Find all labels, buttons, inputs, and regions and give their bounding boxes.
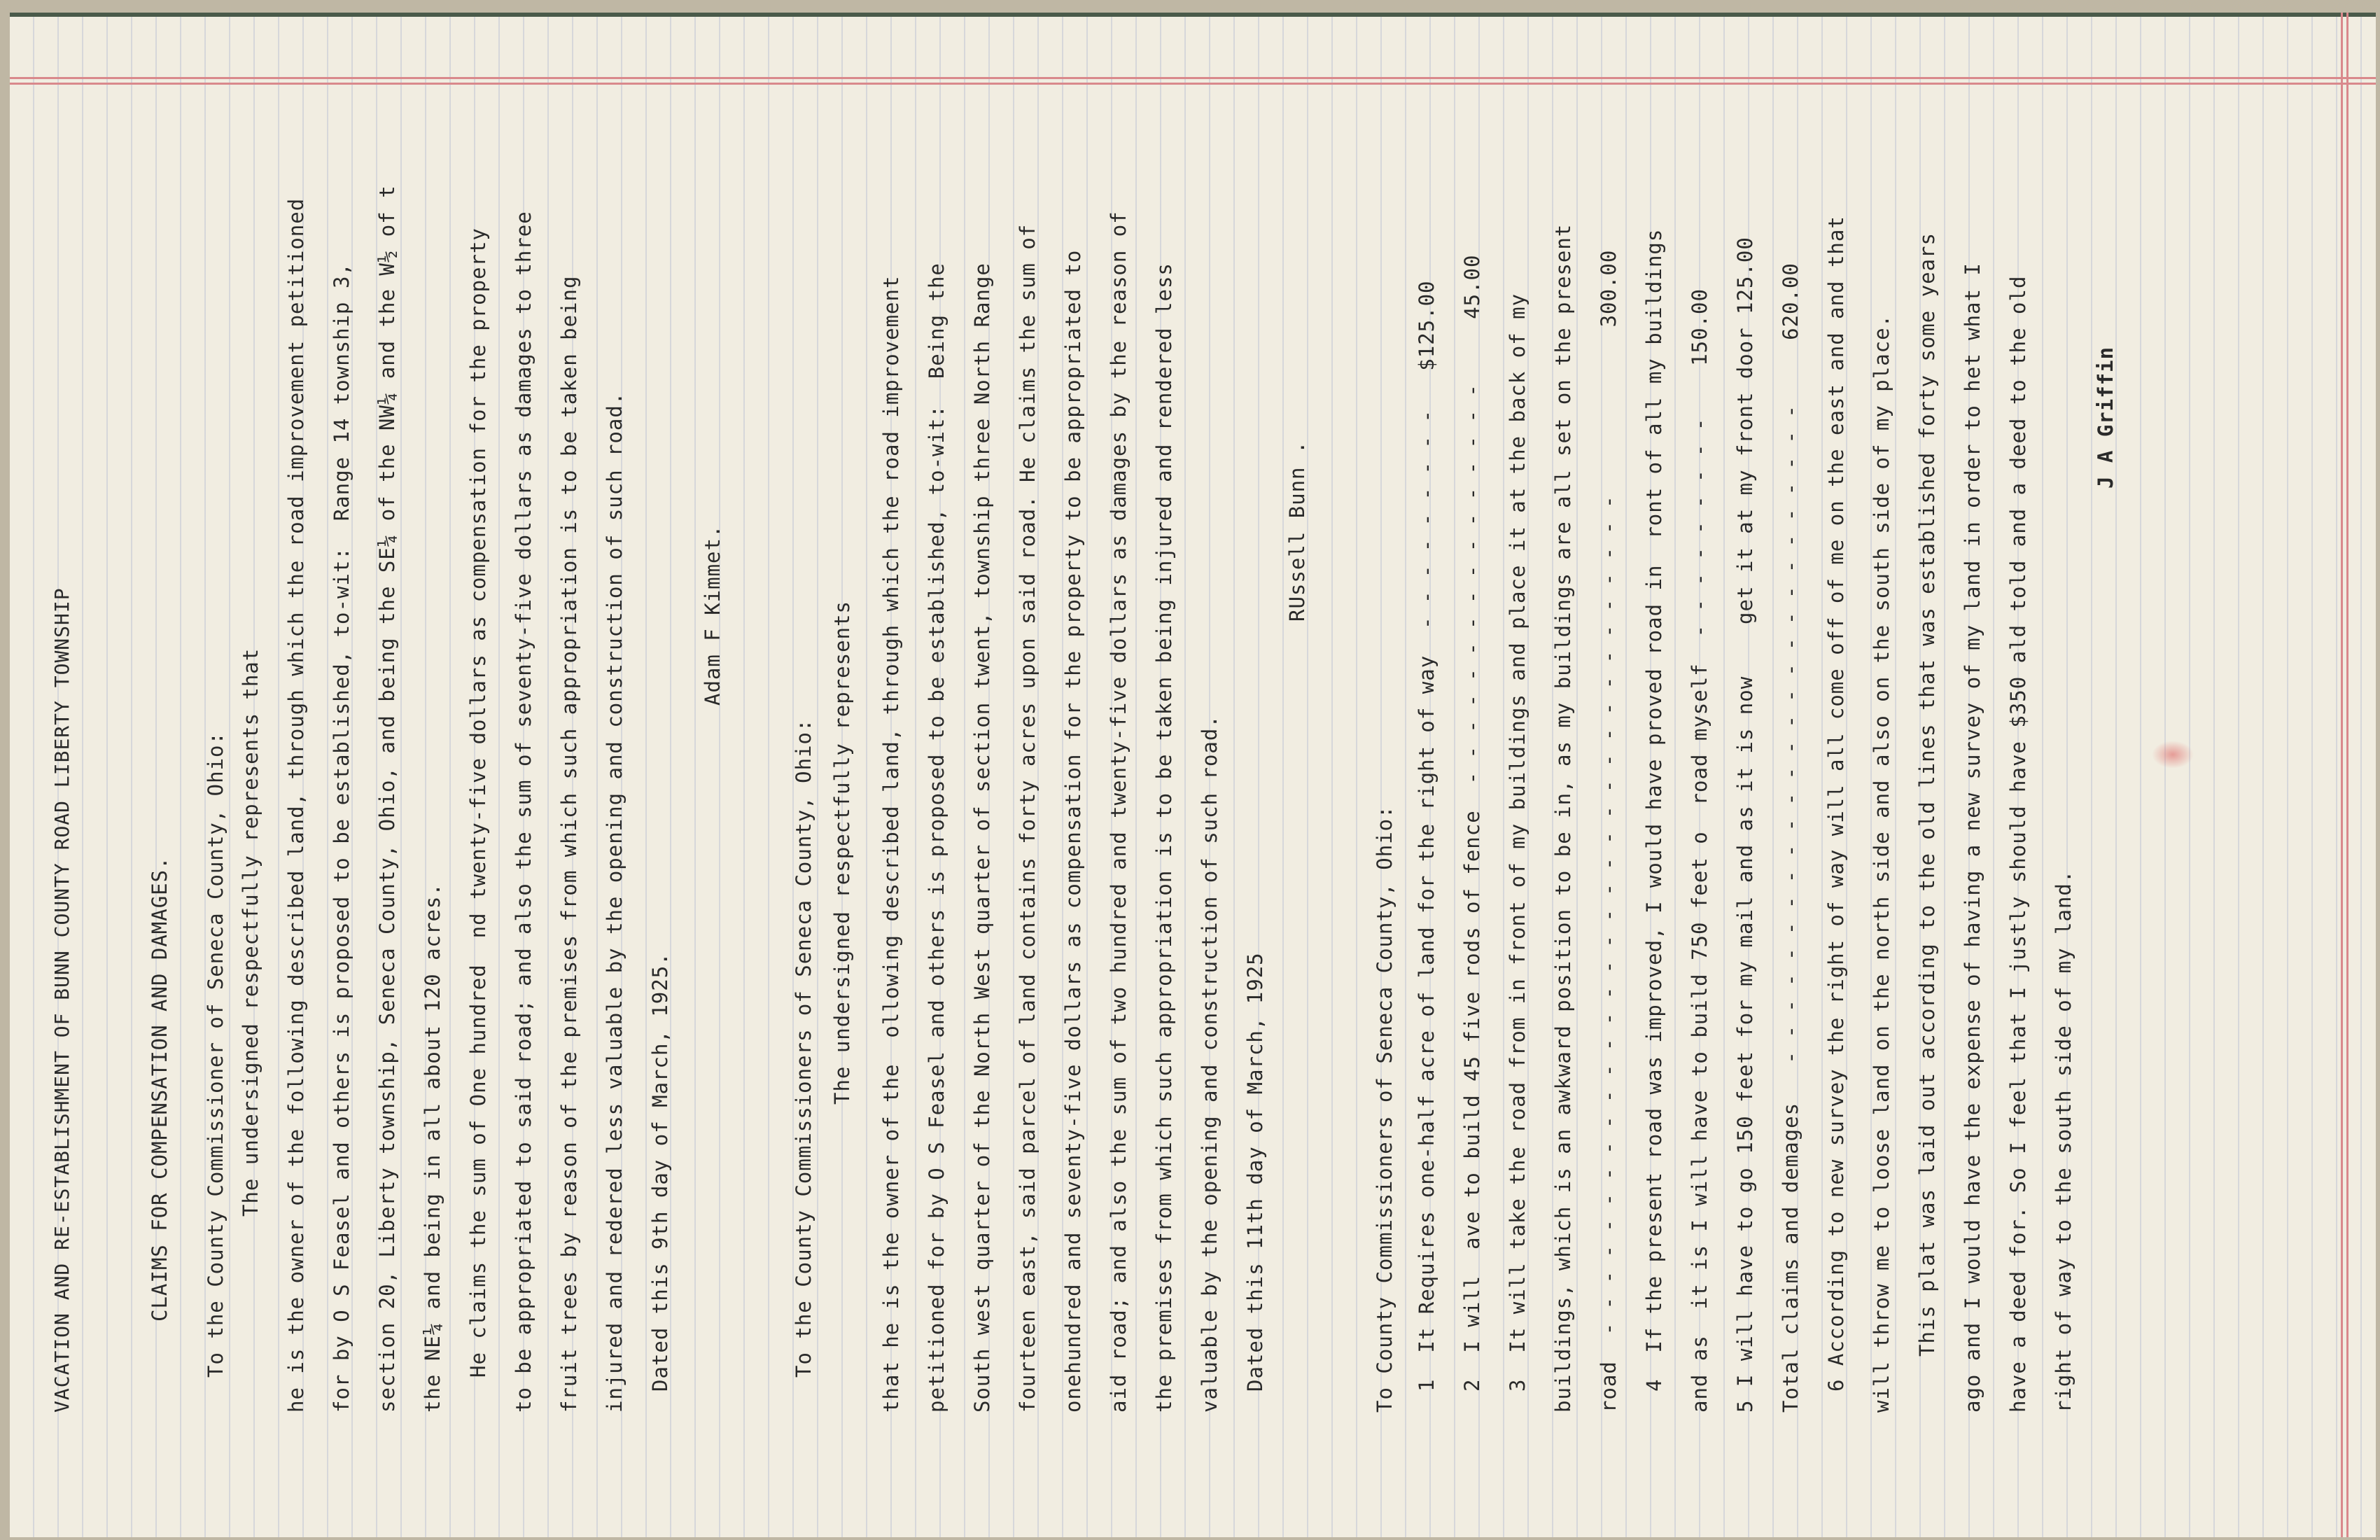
claim3-line: road - - - - - - - - - - - - - - - - - - - - - - - - - - - - - - - - - 300.00 [1597, 249, 1620, 1413]
claim3-line: 6 According to new survey the right of way will all come off of me on the east and and that [1824, 216, 1848, 1392]
margin-rule-right [2341, 13, 2343, 1537]
claim2-signature: RUssell Bunn . [1285, 440, 1309, 622]
claim1-line: the NE¼ and being in all about 120 acres. [421, 883, 444, 1413]
claim3-line: 5 I will have to go 150 feet for my mail and as it is now get it at my front door 125.00 [1733, 237, 1757, 1413]
claim1-line: injured and redered less valuable by the opening and construction of such road. [603, 391, 626, 1413]
claims-heading: CLAIMS FOR COMPENSATION AND DAMAGES. [148, 856, 172, 1322]
claim1-line: he is the owner of the following described land, through which the road improvement petitioned [284, 197, 308, 1413]
claim1-line: To the County Commissioner of Seneca County, Ohio: [204, 732, 227, 1378]
claim2-line: the premises from which such appropriation is to be taken being injured and rendered less [1152, 262, 1176, 1413]
claim2-line: Dated this 11th day of March, 1925 [1243, 952, 1267, 1392]
claim3-line: buildings, which is an awkward position to be in, as my buildings are all set on the present [1551, 223, 1575, 1413]
claim1-line: fruit trees by reason of the premises from which such appropriation is to be taken being [557, 275, 581, 1413]
claim1-line: to be appropriated to said road; and also the sum of seventy-five dollars as damages to three [512, 211, 536, 1413]
claim2-line: aid road; and also the sum of two hundred and twenty-five dollars as damages by the reason of [1107, 211, 1130, 1413]
document-page [10, 13, 2376, 1537]
claim2-line: valuable by the opening and construction of such road. [1198, 715, 1222, 1413]
claim1-line: The undersigned respectfully represents that [239, 648, 262, 1217]
claim3-line: have a deed for. So I feel that I justly should have $350 ald told and a deed to the old [2006, 275, 2030, 1413]
claim2-line: onehundred and seventy-five dollars as compensation for the property to be appropriated to [1061, 249, 1085, 1413]
claim3-line: 4 If the present road was improved, I would have proved road in ront of all my buildings [1642, 228, 1666, 1392]
claim3-line: and as it is I will have to build 750 feet o road myself - - - - - - - - - 150.00 [1688, 288, 1712, 1413]
margin-rule-right-2 [2346, 13, 2348, 1537]
document-text [48, 13, 2218, 1413]
claim1-line: He claims the sum of One hundred nd twenty-five dollars as compensation for the property [466, 227, 490, 1378]
claim1-line: for by O S Feasel and others is proposed to be established, to-wit: Range 14 township 3, [330, 262, 354, 1413]
claim2-line: The undersigned respectfully represents [830, 601, 854, 1105]
claim3-line: 2 I will ave to build 45 five rods of fence - - - - - - - - - - - - - - - - 45.00 [1460, 254, 1484, 1392]
claim2-line: South west quarter of the North West quarter of section twent, township three North Range [970, 262, 994, 1413]
claim3-signature: J A Griffin [2094, 346, 2118, 489]
claim2-line: petitioned for by O S Feasel and others is proposed to be established, to-wit: Being the [925, 262, 948, 1413]
claim2-line: To the County Commissioners of Seneca County, Ohio: [792, 718, 816, 1378]
claim2-line: fourteen east, said parcel of land contains forty acres upon said road. He claims the sum of [1016, 223, 1040, 1413]
claim1-line: Dated this 9th day of March, 1925. [648, 952, 672, 1392]
claim3-line: 1 It Requires one-half acre of land for the right of way - - - - - - - - - $125.00 [1415, 280, 1438, 1392]
document-title: VACATION AND RE-ESTABLISHMENT OF BUNN COUNTY ROAD LIBERTY TOWNSHIP [50, 587, 74, 1413]
claim2-line: that he is the owner of the ollowing described land, through which the road improvement [879, 275, 903, 1413]
claim3-line: Total claims and demages - - - - - - - - - - - - - - - - - - - - - - - - - - 620.00 [1779, 262, 1802, 1413]
claim3-line: will throw me to loose land on the north side and also on the south side of my place. [1870, 314, 1893, 1413]
claim3-line: To County Commissioners of Seneca County, Ohio: [1373, 805, 1396, 1413]
claim3-line: right of way to the south side of my land. [2052, 869, 2076, 1413]
claim1-line: section 20, Liberty township, Seneca County, Ohio, and being the SE¼ of the NW¼ and the W½ of t [375, 185, 399, 1413]
claim3-line: ago and I would have the expense of having a new survey of my land in order to het what I [1961, 262, 1984, 1413]
claim3-line: This plat was laid out according to the old lines that was established forty some years [1915, 232, 1939, 1357]
claim3-line: 3 It will take the road from in front of my buildings and place it at the back of my [1506, 293, 1530, 1392]
claim1-signature: Adam F Kimmet. [701, 524, 724, 706]
